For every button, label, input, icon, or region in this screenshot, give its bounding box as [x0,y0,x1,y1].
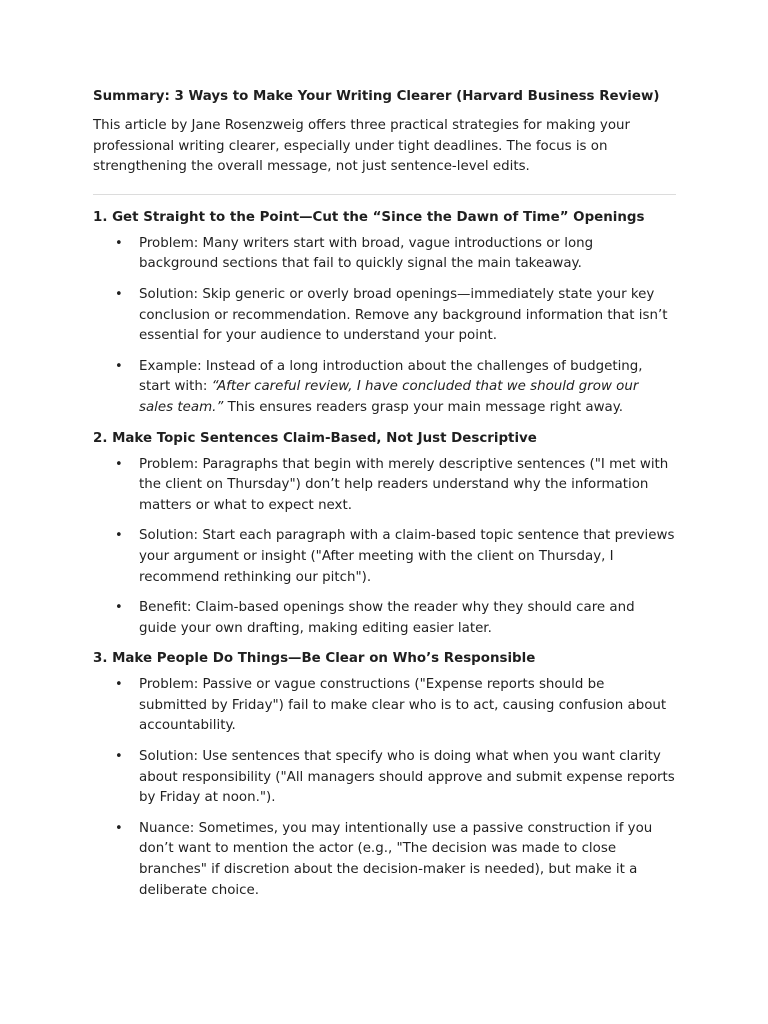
bullet-icon: • [115,456,123,472]
list-item-text-pre: Example: Instead of a long introduction about the challenges of budgeting, start with: [139,358,643,395]
list-item [93,526,676,588]
bullet-icon: • [115,677,123,693]
bullet-icon: • [115,749,123,765]
list-item-text-post: This ensures readers grasp your main message right away. [223,399,624,415]
divider [93,194,676,195]
bullet-icon: • [115,528,123,544]
bullet-list [93,234,676,419]
bullet-list [93,455,676,640]
list-item [93,819,676,901]
list-item-text: Solution: Use sentences that specify who is doing what when you want clarity about responsibility ("All managers should approve and submit expense reports by Friday at noon."). [139,749,675,806]
section-heading: 1. Get Straight to the Point—Cut the “Since the Dawn of Time” Openings [93,209,645,225]
list-item [93,675,676,737]
section-1 [93,208,676,419]
list-item-text: Problem: Passive or vague constructions ("Expense reports should be submitted by Friday") fail to make clear who is to act, causing confusion about accountability. [139,677,667,734]
list-item-text: Solution: Start each paragraph with a claim-based topic sentence that previews your argument or insight ("After meeting with the client on Thursday, I recommend rethinking our pitch"). [139,528,675,585]
list-item-text: Benefit: Claim-based openings show the reader why they should care and guide your own drafting, making editing easier later. [139,600,635,636]
list-item [93,455,676,517]
bullet-icon: • [115,600,123,616]
section-2 [93,429,676,640]
bullet-icon: • [115,820,123,836]
list-item-text: Nuance: Sometimes, you may intentionally use a passive construction if you don’t want to mention the actor (e.g., "The decision was made to close branches" if discretion about the decision-maker is needed), but make it a deliberate choice. [139,820,653,898]
list-item [93,234,676,275]
bullet-icon: • [115,358,123,374]
section-heading: 3. Make People Do Things—Be Clear on Who’s Responsible [93,651,536,667]
bullet-list [93,675,676,901]
list-item [93,747,676,809]
list-item-text: Solution: Skip generic or overly broad openings—immediately state your key conclusion or recommendation. Remove any background information that isn’t essential for your audience to understand your point. [139,286,668,344]
example-quote: “After careful review, I have concluded that we should grow our sales team.” [139,379,639,415]
document-title: Summary: 3 Ways to Make Your Writing Clearer (Harvard Business Review) [93,89,660,104]
bullet-icon: • [115,286,123,302]
bullet-icon: • [115,235,123,251]
section-3 [93,649,676,901]
list-item [93,598,676,639]
list-item [93,285,676,347]
section-heading: 2. Make Topic Sentences Claim-Based, Not Just Descriptive [93,430,537,446]
list-item [93,357,676,419]
list-item-text: Problem: Many writers start with broad, vague introductions or long background sections that fail to quickly signal the main takeaway. [139,235,594,272]
list-item-text: Problem: Paragraphs that begin with merely descriptive sentences ("I met with the client on Thursday") don’t help readers understand why the information matters or what to expect next. [139,456,669,513]
intro-paragraph: This article by Jane Rosenzweig offers three practical strategies for making your professional writing clearer, especially under tight deadlines. The focus is on strengthening the overall message, not just sentence-level edits. [93,118,631,175]
